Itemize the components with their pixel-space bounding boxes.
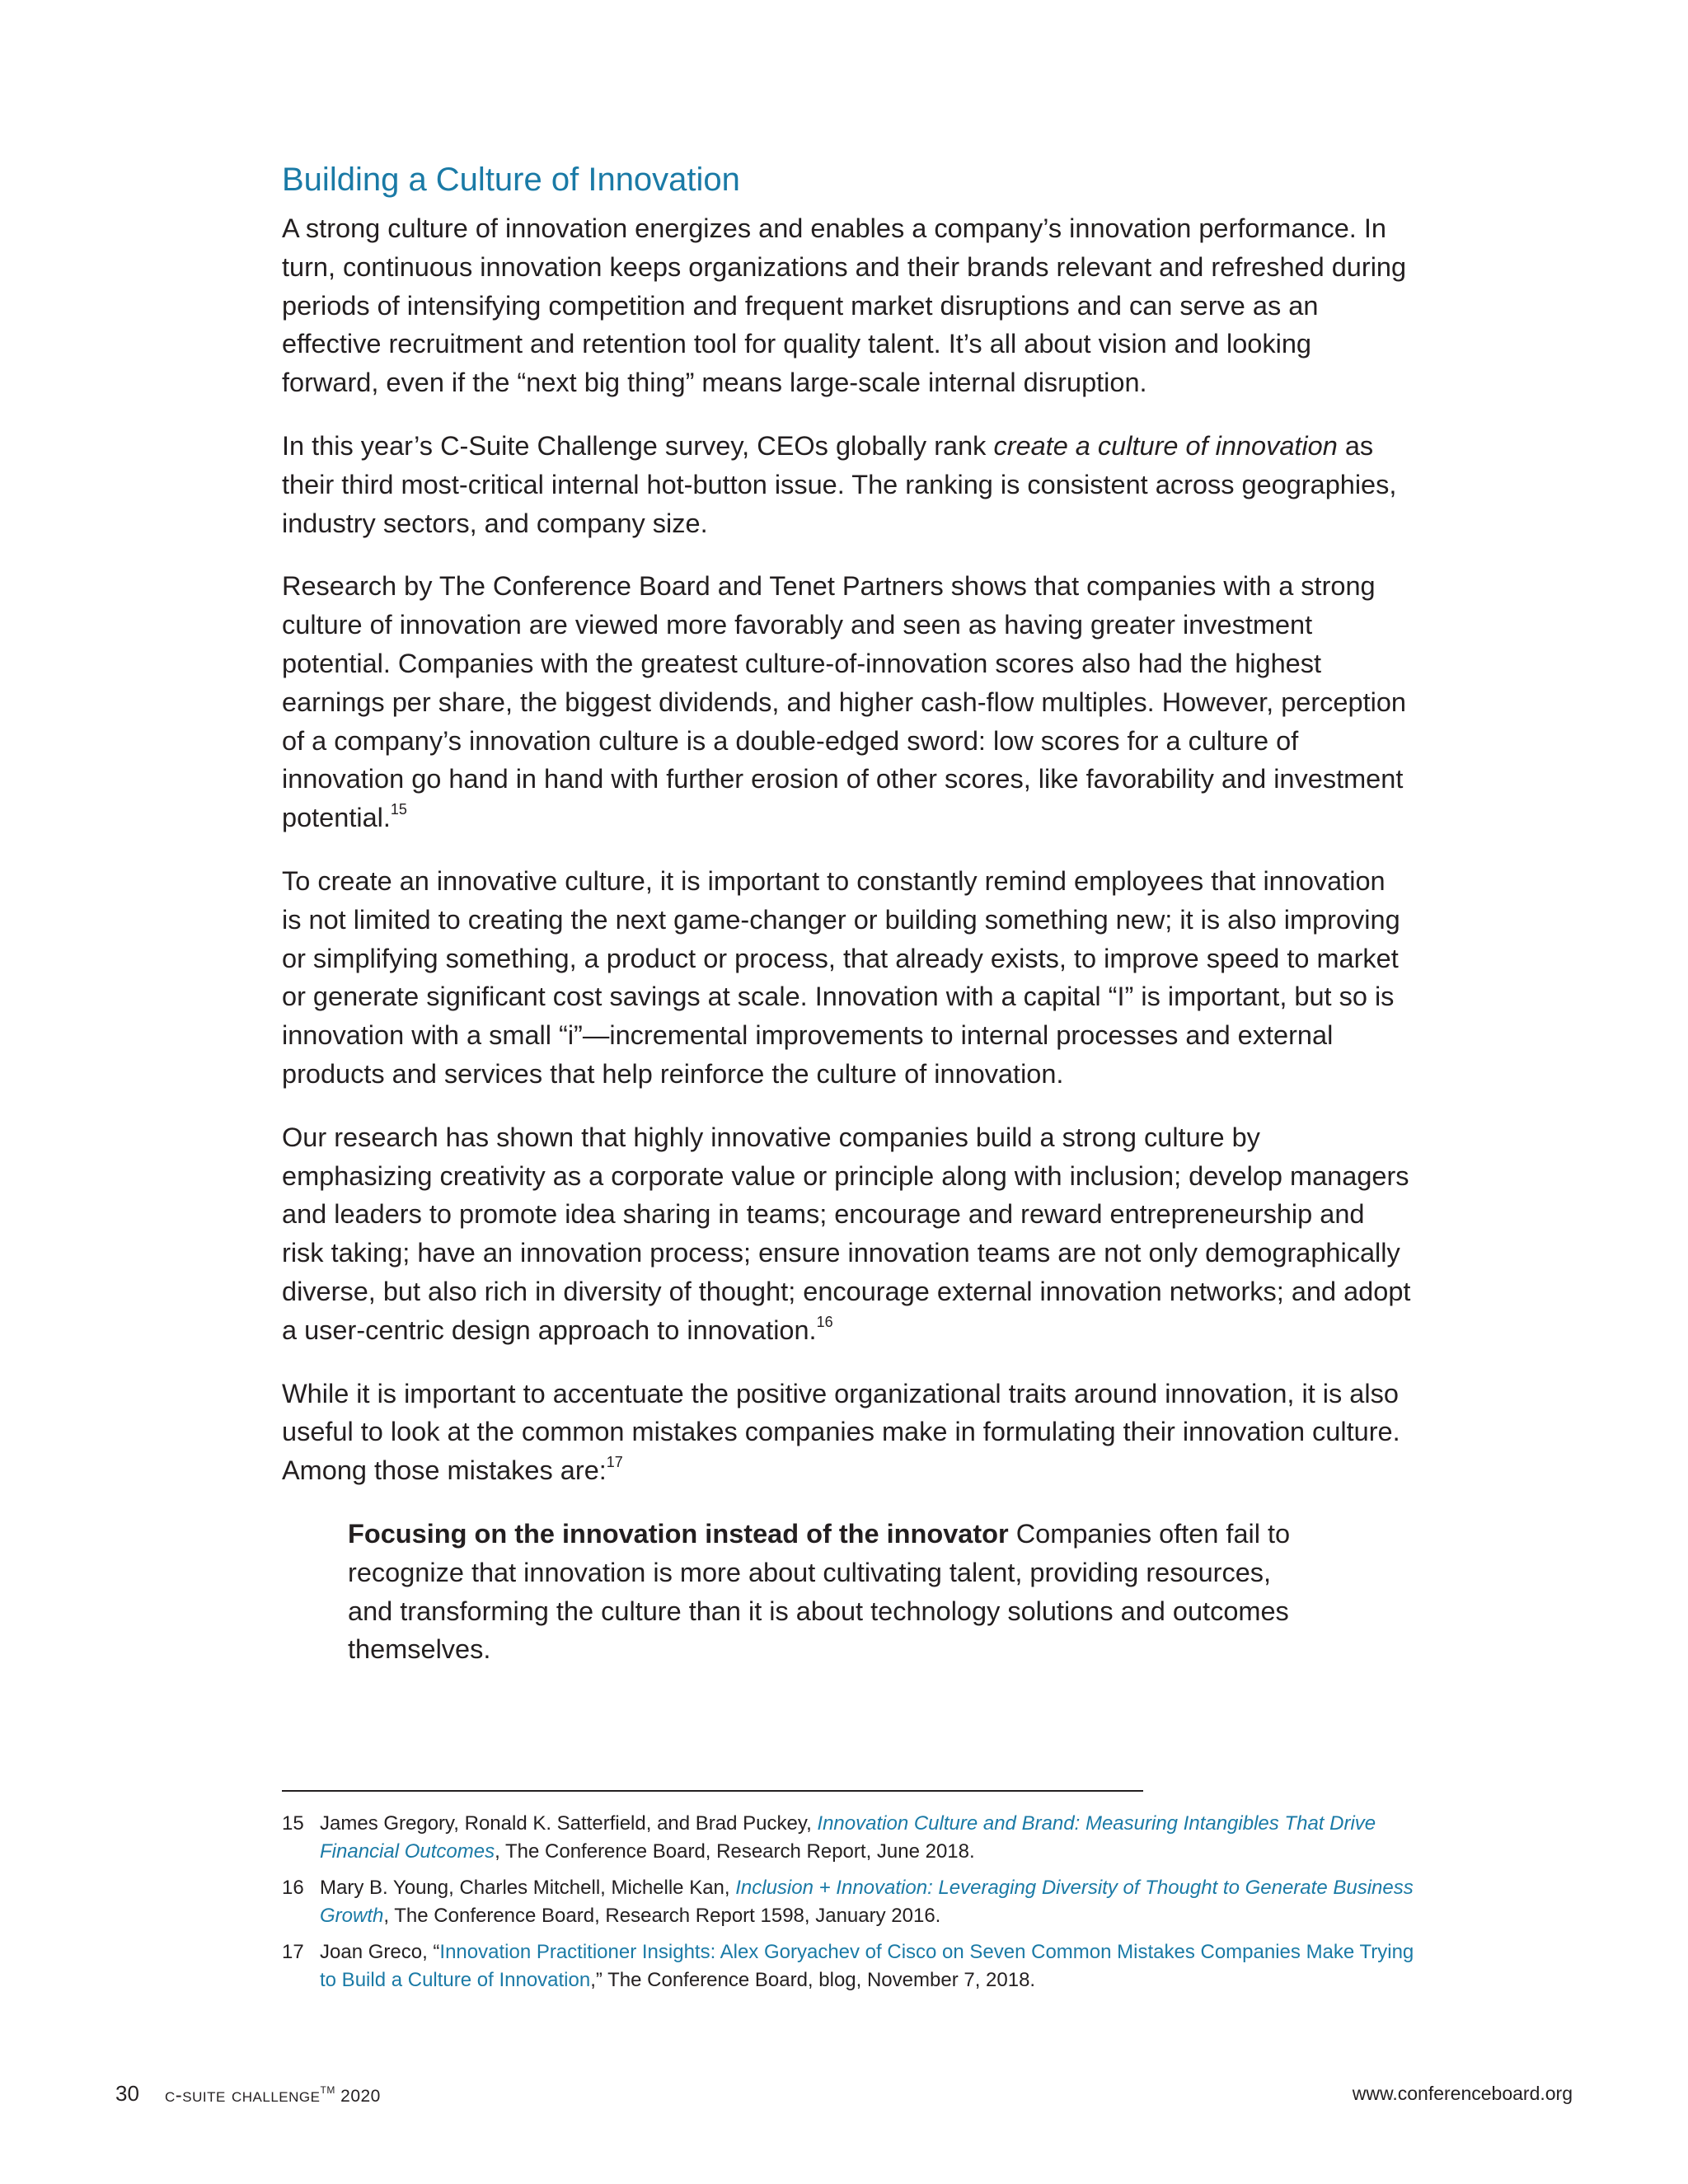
footnote-authors: Mary B. Young, Charles Mitchell, Michelle Kan, — [320, 1877, 736, 1899]
website-link[interactable]: www.conferenceboard.org — [1352, 2083, 1573, 2104]
footnote-15 — [282, 1810, 1419, 1866]
footnote-ref-17[interactable]: 17 — [606, 1454, 623, 1471]
section-title: Building a Culture of Innovation — [282, 162, 740, 198]
callout-body: Companies often fail to recognize that innovation is more about cultivating talent, providing resources, and transforming the culture than it is about technology solutions and outcomes themselves. — [348, 1518, 1291, 1665]
paragraph-5 — [282, 1118, 1411, 1350]
paragraph-2 — [282, 427, 1411, 542]
callout-lead: Focusing on the innovation instead of the innovator — [348, 1518, 1009, 1549]
footnote-number: 15 — [282, 1812, 304, 1835]
callout-mistake — [348, 1515, 1304, 1669]
footnote-divider — [282, 1790, 1143, 1792]
footnote-number: 17 — [282, 1941, 304, 1963]
publication-title: c-suite challenge — [165, 2084, 321, 2107]
footnote-body — [320, 1874, 1419, 1930]
paragraph-6-text: While it is important to accentuate the positive organizational traits around innovation, it is also useful to look at the common mistakes companies make in formulating their innovation culture. Among those mistakes are: — [282, 1378, 1400, 1486]
footnote-rest: , The Conference Board, Research Report 1598, January 2016. — [383, 1905, 941, 1927]
paragraph-3-text: Research by The Conference Board and Tenet Partners shows that companies with a strong culture of innovation are viewed more favorably and seen as having greater investment potential. Companies with the greatest culture-of-innovation scores also had the highest earnings per share, the biggest dividends, and higher cash-flow multiples. However, perception of a company’s innovation culture is a double-edged sword: low scores for a culture of innovation go hand in hand with further erosion of other scores, like favorability and investment potential. — [282, 571, 1406, 833]
footnote-16 — [282, 1874, 1419, 1930]
paragraph-2-text-b: as their third most-critical internal hot-button issue. The ranking is consistent across geographies, industry sectors, and company size. — [282, 430, 1397, 538]
footnote-body — [320, 1810, 1419, 1866]
footnote-ref-16[interactable]: 16 — [816, 1313, 833, 1330]
paragraph-3 — [282, 567, 1411, 837]
paragraph-4: To create an innovative culture, it is important to constantly remind employees that innovation is not limited to creating the next game-changer or building something new; it is also improving or simplifying something, a product or process, that already exists, to improve speed to market or generate significant cost savings at scale. Innovation with a capital “I” is important, but so is innovation with a small “i”—incremental improvements to internal processes and external products and services that help reinforce the culture of innovation. — [282, 865, 1400, 1089]
paragraph-5-text: Our research has shown that highly innovative companies build a strong culture by emphasizing creativity as a corporate value or principle along with inclusion; develop managers and leaders to promote idea sharing in teams; encourage and reward entrepreneurship and risk taking; have an innovation process; ensure innovation teams are not only demographically diverse, but also rich in diversity of thought; encourage external innovation networks; and adopt a user-centric design approach to innovation. — [282, 1122, 1411, 1345]
page-footer — [115, 2081, 1573, 2109]
paragraph-2-emphasis: create a culture of innovation — [993, 430, 1338, 461]
page-number: 30 — [115, 2081, 139, 2106]
publication-name — [165, 2084, 381, 2107]
publication-year: 2020 — [335, 2087, 381, 2106]
footnote-body — [320, 1938, 1419, 1994]
paragraph-1: A strong culture of innovation energizes and enables a company’s innovation performance. In turn, continuous innovation keeps organizations and their brands relevant and refreshed during periods of intensifying competition and frequent market disruptions and can serve as an effective recruitment and retention tool for quality talent. It’s all about vision and looking forward, even if the “next big thing” means large-scale internal disruption. — [282, 213, 1407, 398]
footnote-authors: James Gregory, Ronald K. Satterfield, and Brad Puckey, — [320, 1812, 818, 1835]
footnote-link[interactable]: Inclusion + Innovation: Leveraging Diversity of Thought to Generate Business Growth — [320, 1877, 1414, 1927]
footnote-rest: , The Conference Board, Research Report, June 2018. — [495, 1840, 975, 1863]
footnote-number: 16 — [282, 1877, 304, 1899]
footnote-link[interactable]: Innovation Practitioner Insights: Alex Goryachev of Cisco on Seven Common Mistakes Companies Make Trying to Build a Culture of Innovation — [320, 1941, 1414, 1991]
paragraph-6 — [282, 1375, 1411, 1490]
footnote-ref-15[interactable]: 15 — [390, 801, 407, 818]
trademark: TM — [320, 2084, 335, 2096]
main-content — [282, 157, 1411, 1669]
footnote-rest: ,” The Conference Board, blog, November 7, 2018. — [590, 1969, 1036, 1991]
footnote-authors: Joan Greco, “ — [320, 1941, 440, 1963]
paragraph-2-text-a: In this year’s C-Suite Challenge survey, CEOs globally rank — [282, 430, 994, 461]
footnote-link[interactable]: Innovation Culture and Brand: Measuring Intangibles That Drive Financial Outcomes — [320, 1812, 1376, 1863]
footnotes — [282, 1810, 1419, 2003]
footnote-17 — [282, 1938, 1419, 1994]
